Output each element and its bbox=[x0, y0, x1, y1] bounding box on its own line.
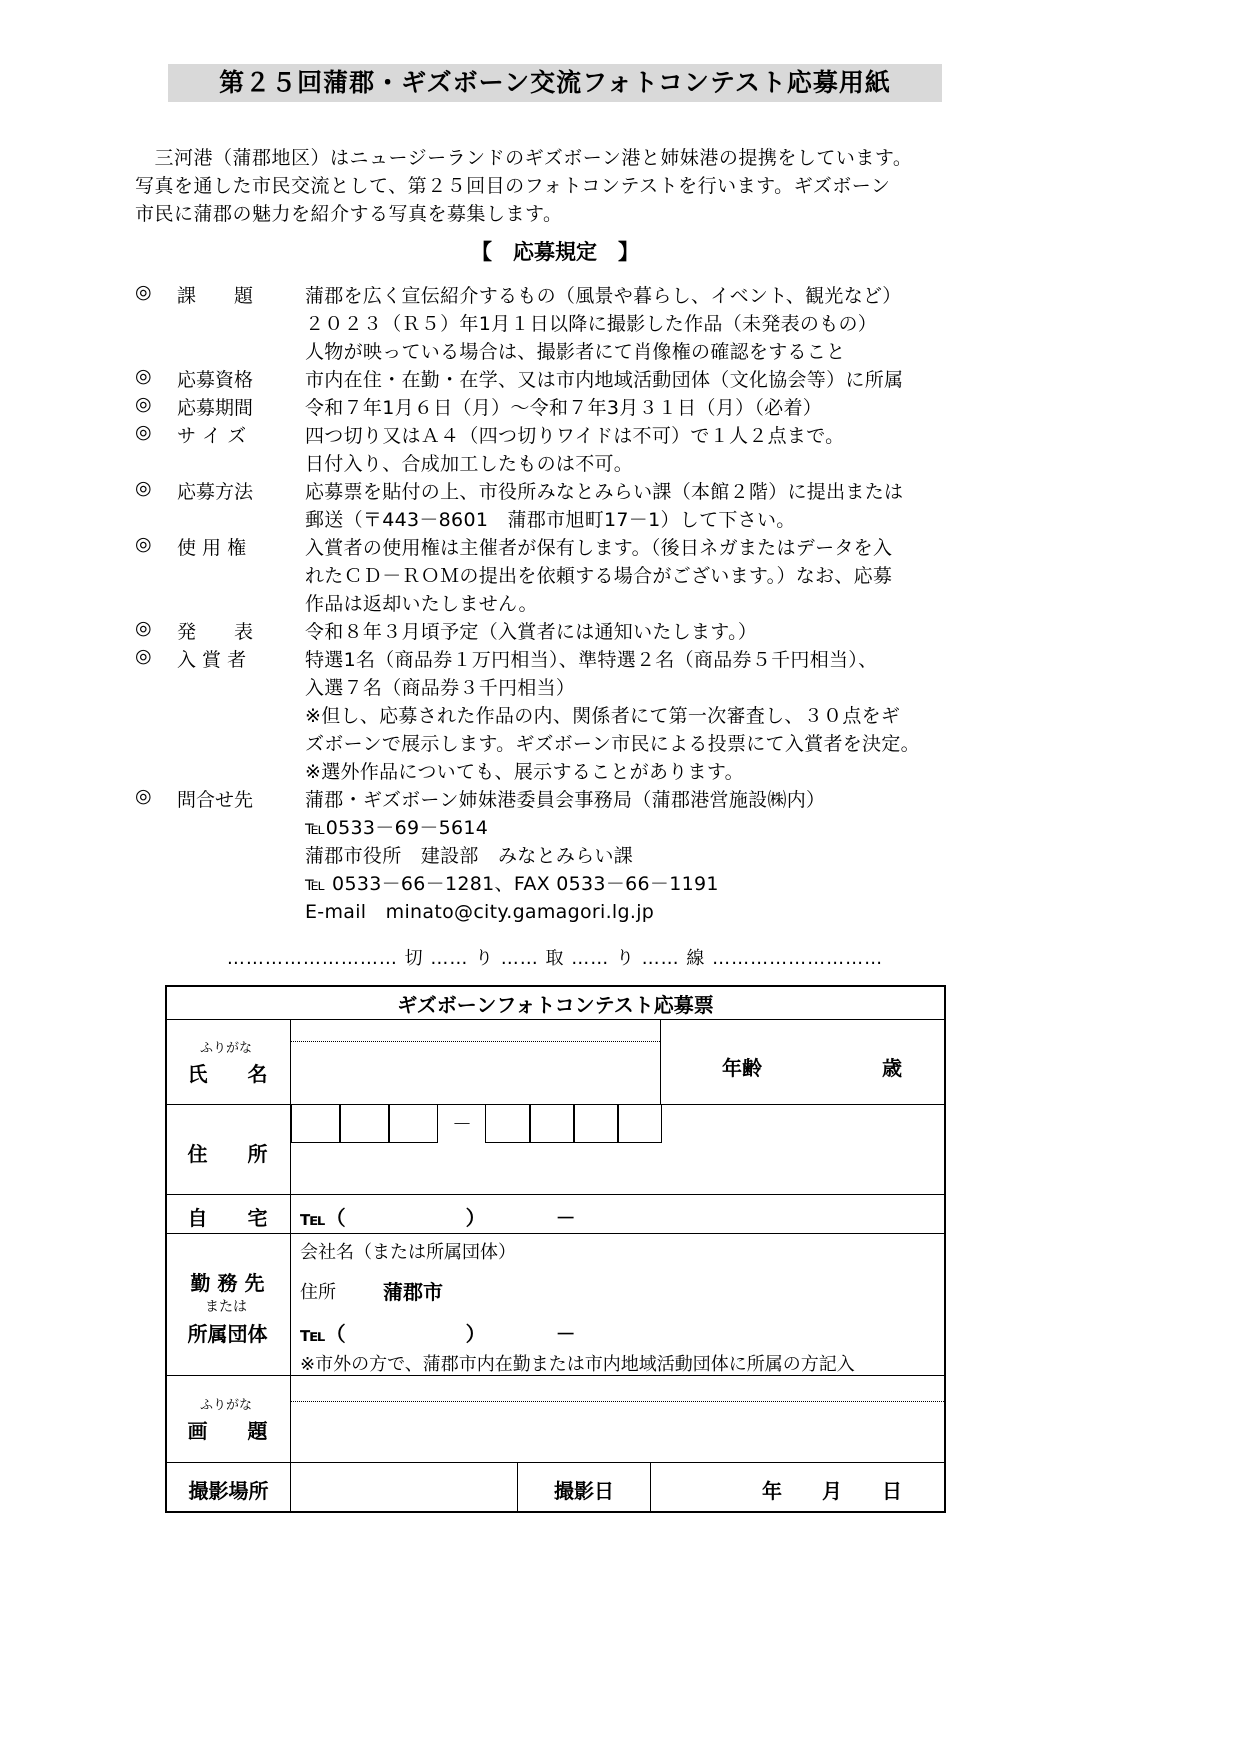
rule-text: 入選７名（商品券３千円相当） bbox=[305, 677, 576, 699]
intro-line-2: 写真を通した市民交流として、第２５回目のフォトコンテストを行います。ギズボーン bbox=[135, 175, 891, 197]
age-label: 年齢 bbox=[722, 1056, 762, 1080]
form-title: ギズボーンフォトコンテスト応募票 bbox=[397, 993, 714, 1017]
rule-bullet: ◎ bbox=[135, 477, 152, 499]
work-note: ※市外の方で、蒲郡市内在勤または市内地域活動団体に所属の方記入 bbox=[300, 1354, 855, 1375]
rule-text: 令和８年３月頃予定（入賞者には通知いたします。） bbox=[305, 621, 758, 643]
photo-title-label: 画 題 bbox=[187, 1419, 268, 1443]
rule-text: 入賞者の使用権は主催者が保有します。（後日ネガまたはデータを入 bbox=[305, 537, 893, 559]
postal-box-2[interactable] bbox=[339, 1104, 390, 1143]
rule-text: 人物が映っている場合は、撮影者にて肖像権の確認をすること bbox=[305, 341, 846, 363]
rule-text: 作品は返却いたしません。 bbox=[305, 593, 538, 615]
rule-bullet: ◎ bbox=[135, 645, 152, 667]
rule-text: 蒲郡を広く宣伝紹介するもの（風景や暮らし、イベント、観光など） bbox=[305, 285, 902, 307]
rule-text: 令和７年1月６日（月）～令和７年3月３１日（月）（必着） bbox=[305, 397, 823, 419]
rule-text: E-mail minato@city.gamagori.lg.jp bbox=[305, 901, 655, 923]
work-label-or: または bbox=[205, 1299, 247, 1315]
address-label: 住 所 bbox=[187, 1142, 268, 1166]
rule-label: 発 表 bbox=[177, 621, 254, 643]
work-tel-input[interactable]: ℡（ ） － bbox=[300, 1322, 576, 1346]
photo-title-furigana: ふりがな bbox=[200, 1398, 253, 1413]
rule-text: 四つ切り又はＡ４（四つ切りワイドは不可）で１人２点まで。 bbox=[305, 425, 845, 447]
postal-dash: － bbox=[452, 1112, 472, 1136]
rule-bullet: ◎ bbox=[135, 365, 152, 387]
rule-text: 蒲郡・ギズボーン姉妹港委員会事務局（蒲郡港営施設㈱内） bbox=[305, 789, 826, 811]
rule-bullet: ◎ bbox=[135, 421, 152, 443]
date-input[interactable]: 年 月 日 bbox=[762, 1479, 902, 1503]
intro-line-1: 三河港（蒲郡地区）はニュージーランドのギズボーン港と姉妹港の提携をしています。 bbox=[135, 147, 913, 169]
postal-box-5[interactable] bbox=[529, 1104, 575, 1143]
rule-bullet: ◎ bbox=[135, 393, 152, 415]
work-label-2: 所属団体 bbox=[187, 1322, 268, 1346]
postal-box-7[interactable] bbox=[617, 1104, 662, 1143]
rule-text: ※但し、応募された作品の内、関係者にて第一次審査し、３０点をギ bbox=[305, 705, 901, 727]
rule-bullet: ◎ bbox=[135, 281, 152, 303]
postal-box-6[interactable] bbox=[573, 1104, 619, 1143]
postal-box-4[interactable] bbox=[485, 1104, 531, 1143]
postal-box-3[interactable] bbox=[388, 1104, 438, 1143]
age-input[interactable] bbox=[775, 1045, 875, 1085]
name-furigana-input[interactable] bbox=[292, 1021, 658, 1040]
location-input[interactable] bbox=[292, 1464, 516, 1510]
postal-box-1[interactable] bbox=[291, 1104, 341, 1143]
rule-text: 蒲郡市役所 建設部 みなとみらい課 bbox=[305, 845, 634, 867]
rule-label: 課 題 bbox=[177, 285, 254, 307]
name-input[interactable] bbox=[292, 1043, 658, 1102]
rule-bullet: ◎ bbox=[135, 533, 152, 555]
rule-label: 応募方法 bbox=[177, 481, 254, 503]
rule-label: 入 賞 者 bbox=[177, 649, 247, 671]
rule-text: ２０２３（Ｒ５）年1月１日以降に撮影した作品（未発表のもの） bbox=[305, 313, 878, 335]
work-label-1: 勤 務 先 bbox=[190, 1271, 265, 1295]
rule-bullet: ◎ bbox=[135, 785, 152, 807]
name-label: 氏 名 bbox=[187, 1062, 268, 1086]
work-city: 蒲郡市 bbox=[383, 1280, 443, 1304]
rule-text: 特選1名（商品券１万円相当）、準特選２名（商品券５千円相当）、 bbox=[305, 649, 878, 671]
rule-bullet: ◎ bbox=[135, 617, 152, 639]
photo-title-input[interactable] bbox=[292, 1404, 942, 1460]
furigana-label: ふりがな bbox=[200, 1041, 253, 1056]
rule-label: 問合せ先 bbox=[177, 789, 254, 811]
home-tel-input[interactable]: ℡（ ） － bbox=[300, 1206, 576, 1230]
address-input[interactable] bbox=[292, 1145, 942, 1193]
date-label: 撮影日 bbox=[554, 1479, 614, 1503]
rule-text: ※選外作品についても、展示することがあります。 bbox=[305, 761, 744, 783]
age-unit: 歳 bbox=[882, 1056, 902, 1080]
rule-label: 使 用 権 bbox=[177, 537, 247, 559]
rule-text: 郵送（〒443－8601 蒲郡市旭町17－1）して下さい。 bbox=[305, 509, 796, 531]
rule-text: ズボーンで展示します。ギズボーン市民による投票にて入賞者を決定。 bbox=[305, 733, 920, 755]
rule-text: 日付入り、合成加工したものは不可。 bbox=[305, 453, 634, 475]
rule-text: ℡ 0533－66－1281、FAX 0533－66－1191 bbox=[305, 873, 719, 895]
rule-text: れたＣＤ－ＲＯＭの提出を依頼する場合がございます。）なお、応募 bbox=[305, 565, 893, 587]
rule-text: 市内在住・在勤・在学、又は市内地域活動団体（文化協会等）に所属 bbox=[305, 369, 904, 391]
rule-text: 応募票を貼付の上、市役所みなとみらい課（本館２階）に提出または bbox=[305, 481, 904, 503]
intro-line-3: 市民に蒲郡の魅力を紹介する写真を募集します。 bbox=[135, 203, 563, 225]
rule-text: ℡0533－69－5614 bbox=[305, 817, 489, 839]
rule-label: サ イ ズ bbox=[177, 425, 247, 447]
document-title: 第２５回蒲郡・ギズボーン交流フォトコンテスト応募用紙 bbox=[168, 64, 942, 102]
company-label: 会社名（または所属団体） bbox=[300, 1242, 516, 1263]
rule-label: 応募期間 bbox=[177, 397, 254, 419]
rule-label: 応募資格 bbox=[177, 369, 254, 391]
home-label: 自 宅 bbox=[187, 1206, 268, 1230]
rules-heading: 【 応募規定 】 bbox=[471, 240, 639, 264]
cut-line: ……………………… 切 …… り …… 取 …… り …… 線 ……………………… bbox=[226, 948, 884, 969]
location-label: 撮影場所 bbox=[188, 1479, 269, 1503]
work-address-label: 住所 bbox=[300, 1282, 336, 1303]
